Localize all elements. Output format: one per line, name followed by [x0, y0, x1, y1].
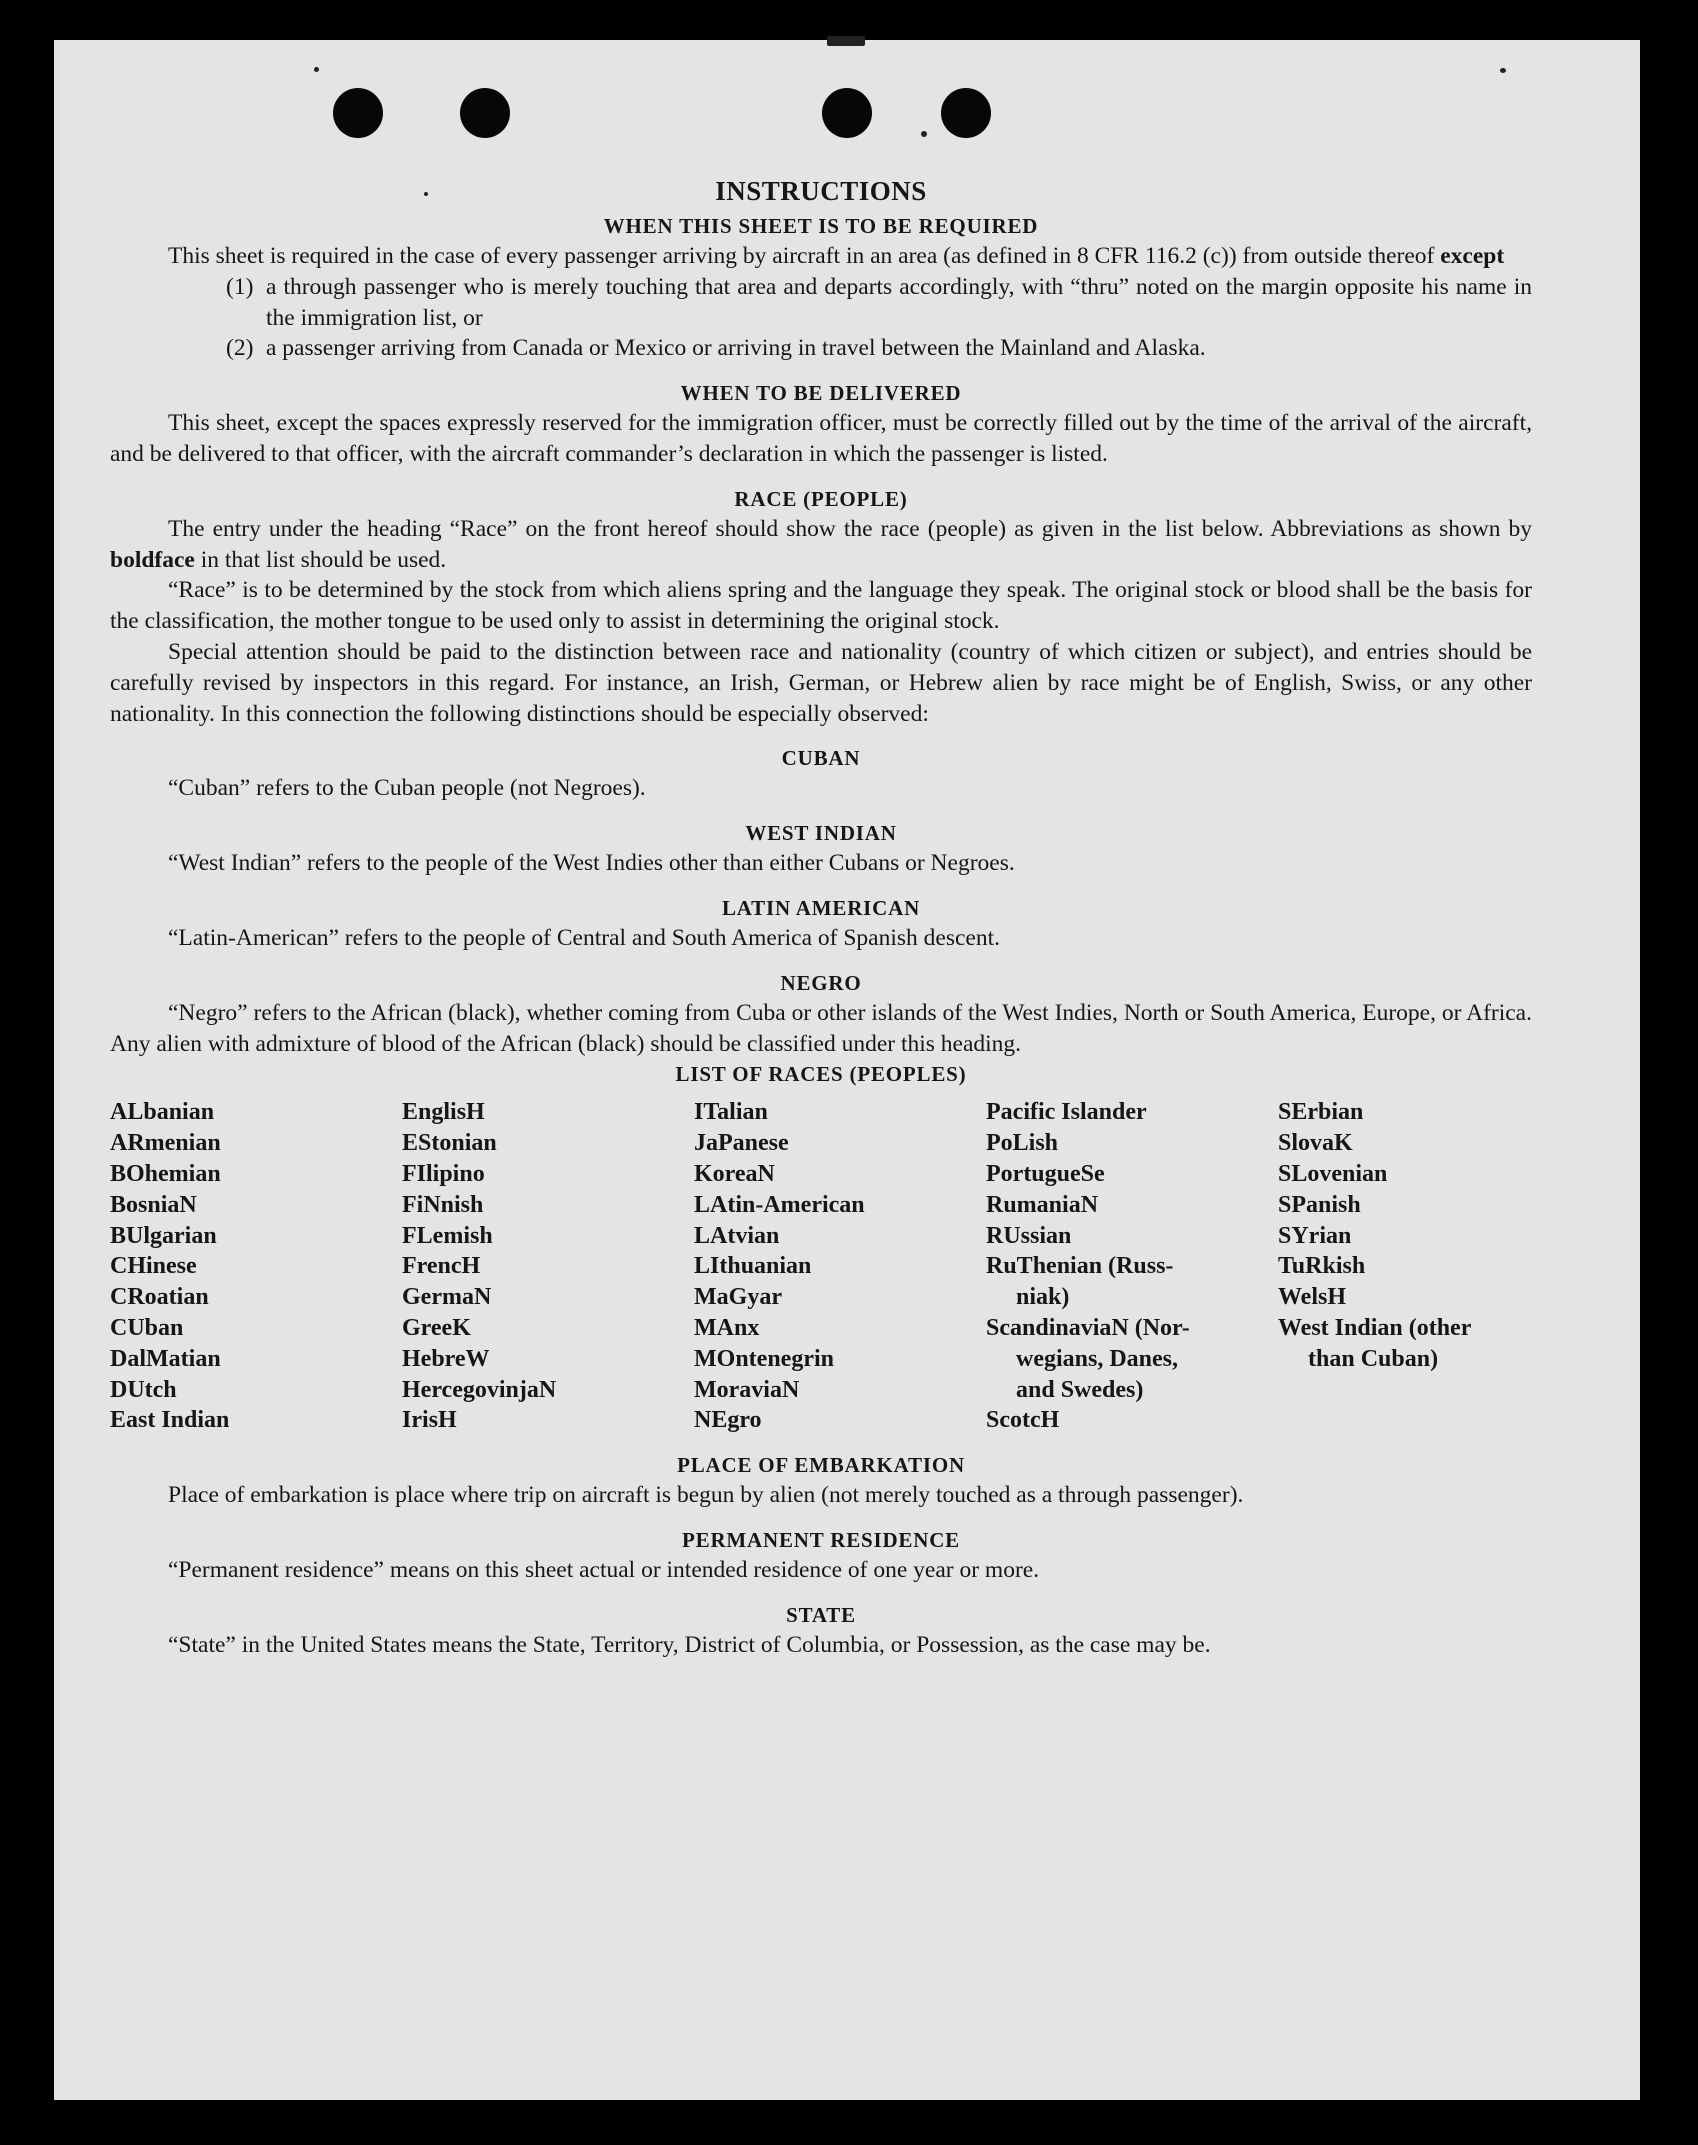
ink-speck [314, 67, 319, 72]
race-entry: GermaN [402, 1284, 492, 1311]
race-entry: RUssian [986, 1222, 1072, 1249]
exception-text: a through passenger who is merely touching that area and departs accordingly, with “thru” noted on the margin opposite his name in the immigration list, or [266, 273, 1532, 331]
race-entry: EStonian [402, 1130, 497, 1157]
embarkation-text: Place of embarkation is place where trip on aircraft is begun by alien (not merely touched as a through passenger). [168, 1482, 1244, 1509]
exception-item [110, 333, 1532, 364]
race-entry: East Indian [110, 1407, 230, 1434]
section-heading-cuban: CUBAN [781, 746, 861, 771]
section-heading-embarkation: PLACE OF EMBARKATION [677, 1453, 965, 1478]
race-entry: NEgro [694, 1407, 762, 1434]
race-entry: ALbanian [110, 1099, 215, 1126]
race-entry: MOntenegrin [694, 1345, 834, 1372]
race-entry: RumaniaN [986, 1191, 1099, 1218]
delivered-text: This sheet, except the spaces expressly reserved for the immigration officer, must be correctly filled out by the time of the arrival of the aircraft, and be delivered to that officer, with the aircraft commander’s declaration in which the passenger is listed. [110, 410, 1532, 467]
race-p1-after: in that list should be used. [200, 546, 447, 573]
west-indian-text: “West Indian” refers to the people of the West Indies other than either Cubans or Negroes. [168, 850, 1015, 877]
ink-speck [827, 36, 865, 46]
race-paragraph-2: “Race” is to be determined by the stock from which aliens spring and the language they speak. The original stock or blood shall be the basis for the classification, the mother tongue to be used only to assist in determining the original stock. [110, 577, 1532, 635]
race-entry: DalMatian [110, 1345, 221, 1372]
race-entry: MoraviaN [694, 1376, 800, 1403]
race-entry: SYrian [1278, 1222, 1352, 1249]
section-heading-negro: NEGRO [780, 970, 862, 995]
race-entry: MaGyar [694, 1284, 782, 1311]
ink-speck [1500, 68, 1506, 73]
document-sheet [54, 40, 1640, 2100]
required-intro [110, 241, 1532, 272]
race-entry: IrisH [402, 1407, 457, 1434]
race-entry: JaPanese [694, 1130, 789, 1157]
race-entry: SErbian [1278, 1099, 1364, 1126]
state-text: “State” in the United States means the State, Territory, District of Columbia, or Possession, as the case may be. [168, 1631, 1211, 1658]
latin-american-text: “Latin-American” refers to the people of Central and South America of Spanish descent. [168, 924, 1001, 951]
race-p1-before: The entry under the heading “Race” on the front hereof should show the race (people) as given in the list below. Abbreviations as shown by [168, 515, 1532, 542]
race-entry: PoLish [986, 1130, 1059, 1157]
page-title: INSTRUCTIONS [715, 176, 927, 206]
race-entry: EnglisH [402, 1099, 485, 1126]
exception-number: (2) [226, 335, 254, 362]
race-entry: ARmenian [110, 1130, 221, 1157]
race-entry: HercegovinjaN [402, 1376, 557, 1403]
section-heading-west-indian: WEST INDIAN [745, 821, 897, 846]
race-entry: WelsH [1278, 1284, 1347, 1311]
race-entry: FIlipino [402, 1160, 485, 1187]
race-entry: ScotcH [986, 1407, 1060, 1434]
race-entry: BOhemian [110, 1160, 221, 1187]
race-entry: LIthuanian [694, 1253, 812, 1280]
race-column [986, 1097, 1278, 1436]
race-entry-continued: than Cuban) [1308, 1345, 1439, 1372]
race-entry-continued: wegians, Danes, [1016, 1345, 1179, 1372]
race-entry: CRoatian [110, 1284, 209, 1311]
section-heading-when-required: WHEN THIS SHEET IS TO BE REQUIRED [603, 214, 1039, 238]
punch-hole [822, 88, 872, 138]
punch-hole [460, 88, 510, 138]
instructions-text [110, 173, 1532, 1661]
race-column [694, 1097, 986, 1436]
race-entry: Pacific Islander [986, 1099, 1147, 1126]
race-entry: LAtvian [694, 1222, 780, 1249]
race-list [110, 1097, 1532, 1436]
race-entry: BUlgarian [110, 1222, 217, 1249]
race-p1-bold: boldface [110, 546, 195, 573]
required-intro-text: This sheet is required in the case of every passenger arriving by aircraft in an area (as defined in 8 CFR 116.2 (c)) from outside thereof [168, 243, 1435, 269]
race-entry: ScandinaviaN (Nor- [986, 1314, 1190, 1341]
race-entry: HebreW [402, 1345, 490, 1372]
race-entry: FLemish [402, 1222, 493, 1249]
race-entry: GreeK [402, 1314, 471, 1341]
race-column [110, 1097, 402, 1436]
race-entry: DUtch [110, 1376, 177, 1403]
race-entry: CHinese [110, 1253, 197, 1280]
punch-hole [941, 88, 991, 138]
section-heading-latin-american: LATIN AMERICAN [721, 895, 921, 920]
race-entry: SPanish [1278, 1191, 1361, 1218]
race-entry: West Indian (other [1278, 1314, 1472, 1341]
race-entry: ITalian [694, 1099, 768, 1126]
race-entry: RuThenian (Russ- [986, 1253, 1174, 1280]
race-entry: FrencH [402, 1253, 481, 1280]
race-entry: TuRkish [1278, 1253, 1366, 1280]
race-column [402, 1097, 694, 1436]
race-entry: MAnx [694, 1314, 760, 1341]
race-paragraph-1 [110, 514, 1532, 576]
section-heading-residence: PERMANENT RESIDENCE [682, 1527, 960, 1552]
race-entry: LAtin-American [694, 1191, 865, 1218]
race-entry: SlovaK [1278, 1130, 1353, 1157]
exception-text: a passenger arriving from Canada or Mexico or arriving in travel between the Mainland and Alaska. [266, 335, 1206, 362]
section-heading-race: RACE (PEOPLE) [734, 486, 908, 511]
race-entry-continued: niak) [1016, 1284, 1070, 1311]
race-entry-continued: and Swedes) [1016, 1376, 1144, 1403]
race-column [1278, 1097, 1528, 1436]
required-intro-bold: except [1440, 243, 1505, 269]
residence-text: “Permanent residence” means on this sheet actual or intended residence of one year or more. [168, 1556, 1040, 1583]
race-entry: PortugueSe [986, 1160, 1105, 1187]
race-entry: SLovenian [1278, 1160, 1388, 1187]
ink-speck [921, 131, 927, 137]
race-entry: KoreaN [694, 1160, 775, 1187]
punch-hole [333, 88, 383, 138]
section-heading-state: STATE [786, 1602, 856, 1627]
exception-item [110, 272, 1532, 334]
exception-number: (1) [226, 273, 254, 300]
race-entry: CUban [110, 1314, 184, 1341]
cuban-text: “Cuban” refers to the Cuban people (not Negroes). [168, 775, 646, 802]
section-heading-when-delivered: WHEN TO BE DELIVERED [680, 381, 962, 406]
race-entry: BosniaN [110, 1191, 197, 1218]
section-heading-list-of-races: LIST OF RACES (PEOPLES) [675, 1062, 967, 1087]
race-paragraph-3: Special attention should be paid to the distinction between race and nationality (country of which citizen or subject), and entries should be carefully revised by inspectors in this regard. For instance, an Irish, German, or Hebrew alien by race might be of English, Swiss, or any other nationality. In this connection the following distinctions should be especially observed: [110, 638, 1532, 727]
race-entry: FiNnish [402, 1191, 484, 1218]
negro-text: “Negro” refers to the African (black), whether coming from Cuba or other islands of the West Indies, North or South America, Europe, or Africa. Any alien with admixture of blood of the African (black) should be classified under this heading. [110, 999, 1532, 1057]
